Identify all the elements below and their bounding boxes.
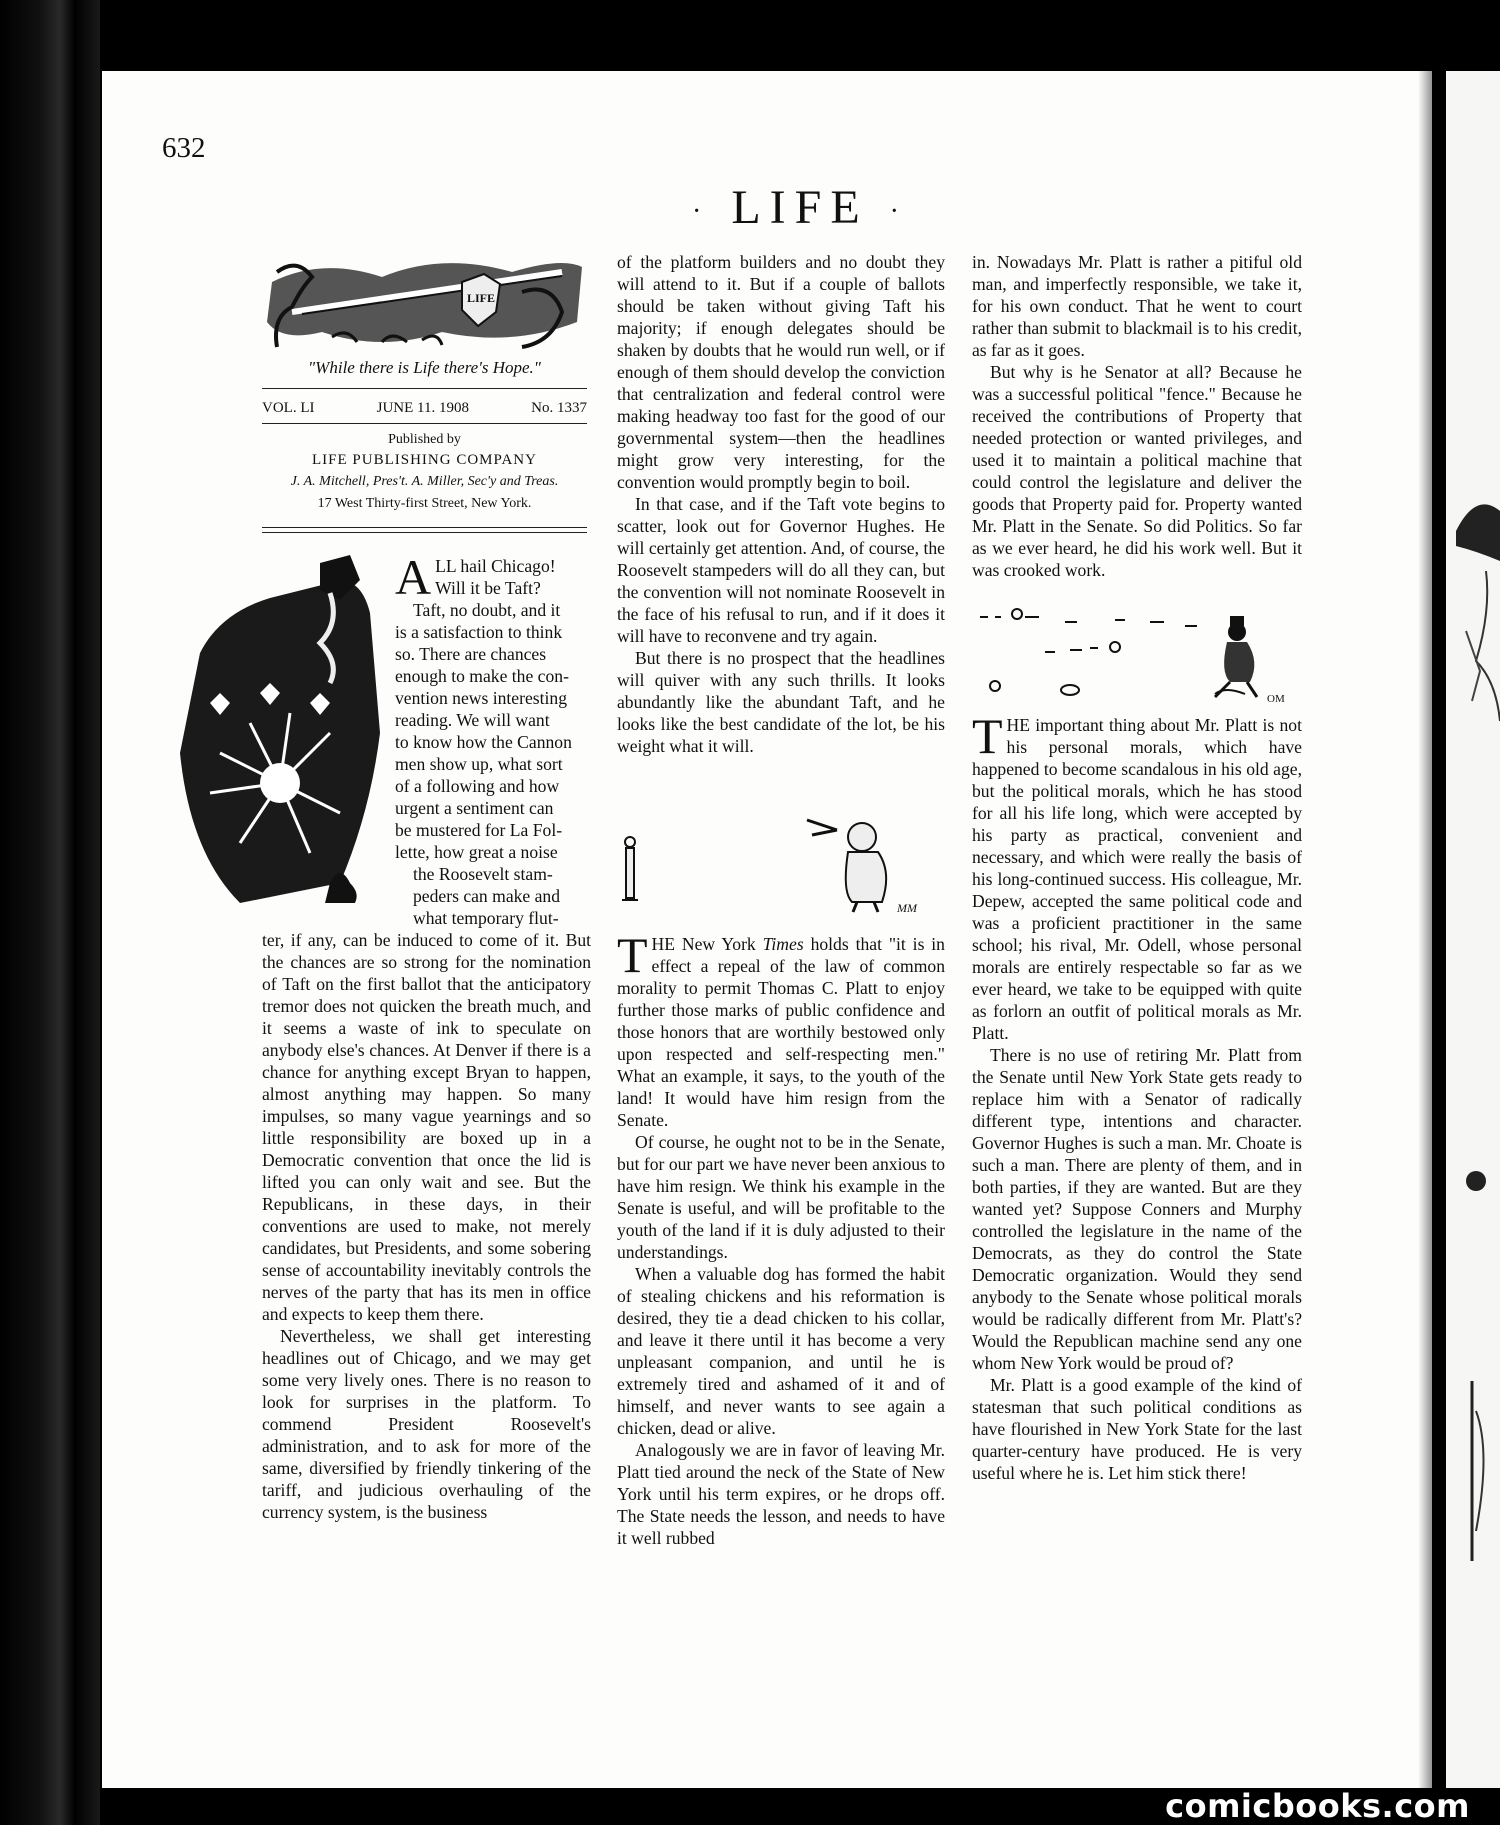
- col2-art-signature: MM: [897, 901, 917, 915]
- col2-paragraph-4-end: holds that "it is in effect a repeal of the law of common morality to permit Thomas C. Platt to enjoy further those marks of public confidence and those honors that are worthily bestowed only upon respected and self-respecting men." What an example, it says, to the youth of the land! It would have him resign from the Senate.: [617, 934, 945, 1130]
- scan-border-left: [0, 0, 100, 1825]
- col1-line: is a satisfaction to think: [395, 622, 563, 642]
- col2-paragraph-2: In that case, and if the Taft vote begins to scatter, look out for Governor Hughes. He will certainly get attention. And, of course, the Roosevelt stampeders will do all they can, but the convention will not nominate Roosevelt in the face of his refusal to run, and if it does it will have to reconvene and try again.: [617, 494, 945, 646]
- header-rule-mid: [262, 423, 587, 424]
- col1-line: Taft, no doubt, and it: [413, 600, 561, 620]
- col1-line: of a following and how: [395, 776, 560, 796]
- col3-paragraph-4: There is no use of retiring Mr. Platt from the Senate until New York State gets ready to replace him with a Senator of radically different type, intentions and character. Governor Hughes is such a man. Mr. Choate is such a man. There are plenty of them, and in both parties, if they are wanted. But are they wanted yet? Suppose Conners and Murphy controlled the legislature in the name of the Democrats, as they do control the State Democratic organization. Would they send anybody to the Senate whose political morals would be radically different from Mr. Platt's? Would the Republican machine send any one whom New York would be proud of?: [972, 1045, 1302, 1373]
- masthead-text: LIFE: [731, 181, 869, 234]
- col2-paragraph-6: When a valuable dog has formed the habit of stealing chickens and his reformation is desired, they tie a dead chicken to his collar, and leave it there until it has become a very unpleasant companion, and until he is extremely tired and ashamed of it and of himself, and never wants to see again a chicken, dead or alive.: [617, 1264, 945, 1438]
- masthead-dot-left: ·: [692, 195, 711, 227]
- col1-line: to know how the Cannon: [395, 732, 572, 752]
- adjacent-page-illustration-top: [1446, 491, 1500, 821]
- adjacent-page-sliver: [1446, 71, 1500, 1788]
- volume-number: VOL. LI: [262, 400, 315, 416]
- page-number: 632: [162, 132, 206, 164]
- adjacent-page-illustration-bottom: [1446, 1151, 1500, 1571]
- col2-dropcap: T: [617, 927, 648, 983]
- header-rule-bottom-2: [262, 532, 587, 533]
- header-rule-top: [262, 388, 587, 389]
- col2-paragraph-1: of the platform builders and no doubt they will attend to it. But if a couple of ballots should be taken without giving Taft his majority; if enough delegates should be shaken by doubts that he would run well, or if enough of them should develop the conviction that centralization and federal control were making headway too fast for the good of our governmental system—then the headlines might grow very interesting, for the convention would promptly begin to boil.: [617, 252, 945, 492]
- column-2-bottom: [617, 927, 945, 1549]
- issue-number: No. 1337: [531, 400, 587, 416]
- col2-paragraph-5: Of course, he ought not to be in the Senate, but for our part we have never been anxious to have him resign. We think his example in the Senate is useful, and will be profitable to the youth of the land if it is duly adjusted to their understandings.: [617, 1132, 945, 1262]
- column-3-top: [972, 251, 1302, 581]
- header-rule-bottom-1: [262, 527, 587, 528]
- col2-paragraph-4: [617, 927, 945, 1131]
- col2-paragraph-4-start: HE New York: [651, 934, 763, 954]
- issue-info-row: [262, 400, 587, 417]
- life-header-illustration: [262, 252, 587, 355]
- col1-paragraph-2: Nevertheless, we shall get interesting headlines out of Chicago, and we may get some very lively ones. There is no reason to look for surprises in the platform. To commend President Roosevelt's administration, and to ask for more of the same, diversified by friendly tinkering of the tariff, and judicious overhauling of the currency system, is the business: [262, 1326, 591, 1522]
- issue-date: JUNE 11. 1908: [376, 400, 469, 416]
- col1-line: reading. We will want: [395, 710, 550, 730]
- scan-border-top: [0, 0, 1500, 70]
- publisher-name: LIFE PUBLISHING COMPANY: [312, 452, 537, 468]
- col1-line: vention news interesting: [395, 688, 567, 708]
- col2-newspaper-title: Times: [762, 934, 804, 954]
- col1-line: the Roosevelt stam-: [413, 864, 553, 884]
- col1-line: urgent a sentiment can: [395, 798, 554, 818]
- header-motto: "While there is Life there's Hope.": [308, 358, 541, 377]
- masthead-dot-right: ·: [889, 195, 908, 227]
- column-1-top: [395, 549, 591, 929]
- col1-line: men show up, what sort: [395, 754, 563, 774]
- masthead-title: [692, 180, 908, 235]
- col3-paragraph-1: in. Nowadays Mr. Platt is rather a pitiful old man, and imperfectly responsible, we take it, for his own conduct. That he went to court rather than submit to blackmail is to his credit, as far as it goes.: [972, 252, 1302, 360]
- col1-paragraph-1: ter, if any, can be induced to come of it. But the chances are so strong for the nomination of Taft on the first ballot that the anticipatory tremor does not quicken the breath much, and it seems a waste of ink to speculate on anybody else's chances. At Denver if there is a chance for anything except Bryan to happen, almost anything may happen. So many impulses, so many vague yearnings and so little responsibility are boxed up in a Democratic convention that once the lid is lifted you can only wait and see. But the Republicans, in these days, in their conventions are used to make, not merely candidates, but Presidents, and some sobering sense of accountability inevitably controls the nerves of the party that has its men in office and expects to keep them there.: [262, 930, 591, 1324]
- source-watermark: comicbooks.com: [1165, 1787, 1470, 1825]
- col3-dropcap: T: [972, 708, 1003, 764]
- column-2-top: [617, 251, 945, 757]
- column-1-body: [262, 929, 591, 1523]
- col3-paragraph-3-text: HE important thing about Mr. Platt is not his personal morals, which have happened to become scandalous in his old age, but the political morals, which he has stood for all his life long, which were accepted by his party as practical, convenient and necessary, and which were really the basis of his long-continued success. His colleague, Mr. Depew, accepted the same political code and was a proficient practitioner in the same school; his rival, Mr. Odell, whose personal morals are entirely respectable so far as we ever heard, we take to be equipped with quite as forlorn an outfit of political morals as Mr. Platt.: [972, 715, 1302, 1043]
- col1-dropcap: A: [395, 549, 432, 605]
- col1-line: be mustered for La Fol-: [395, 820, 563, 840]
- convention-illustration: [180, 553, 385, 913]
- col1-line: what temporary flut-: [413, 908, 559, 928]
- col1-line: peders can make and: [413, 886, 561, 906]
- platt-juggling-illustration: [975, 602, 1305, 707]
- col3-paragraph-5: Mr. Platt is a good example of the kind of statesman that such political conditions as have flourished in New York State for the last quarter-century have produced. He is very useful where he is. Let him stick there!: [972, 1375, 1302, 1483]
- column-3-bottom: [972, 708, 1302, 1484]
- col1-line: LL hail Chicago!: [435, 556, 556, 576]
- header-logo-text: LIFE: [467, 291, 496, 305]
- col2-paragraph-3: But there is no prospect that the headlines will quiver with any such thrills. It looks abundantly like the abundant Taft, and he looks like the best candidate of the lot, be his weight what it will.: [617, 648, 945, 756]
- col1-line: lette, how great a noise: [395, 842, 558, 862]
- col1-line: so. There are chances: [395, 644, 547, 664]
- col3-art-signature: OM: [1267, 693, 1285, 705]
- col1-line: Will it be Taft?: [435, 578, 541, 598]
- publisher-officers: J. A. Mitchell, Pres't. A. Miller, Sec'y and Treas.: [290, 474, 559, 489]
- page-gutter: [1432, 71, 1446, 1788]
- col1-line: enough to make the con-: [395, 666, 569, 686]
- col3-paragraph-3: [972, 708, 1302, 1044]
- col3-paragraph-2: But why is he Senator at all? Because he was a successful political "fence." Because he received the contributions of Property that needed protection or wanted privileges, and used it to maintain a political machine that could control the legislature and deliver the goods that Property paid for. Property wanted Mr. Platt in the Senate. So did Politics. So far as we ever heard, he did his work well. But it was crooked work.: [972, 362, 1302, 580]
- publisher-address: 17 West Thirty-first Street, New York.: [317, 496, 532, 511]
- published-by-label: Published by: [388, 432, 461, 447]
- platt-cartoon-illustration: [612, 812, 952, 917]
- col2-paragraph-7: Analogously we are in favor of leaving Mr. Platt tied around the neck of the State of New York until his term expires, or he drops off. The State needs the lesson, and needs to have it well rubbed: [617, 1440, 945, 1548]
